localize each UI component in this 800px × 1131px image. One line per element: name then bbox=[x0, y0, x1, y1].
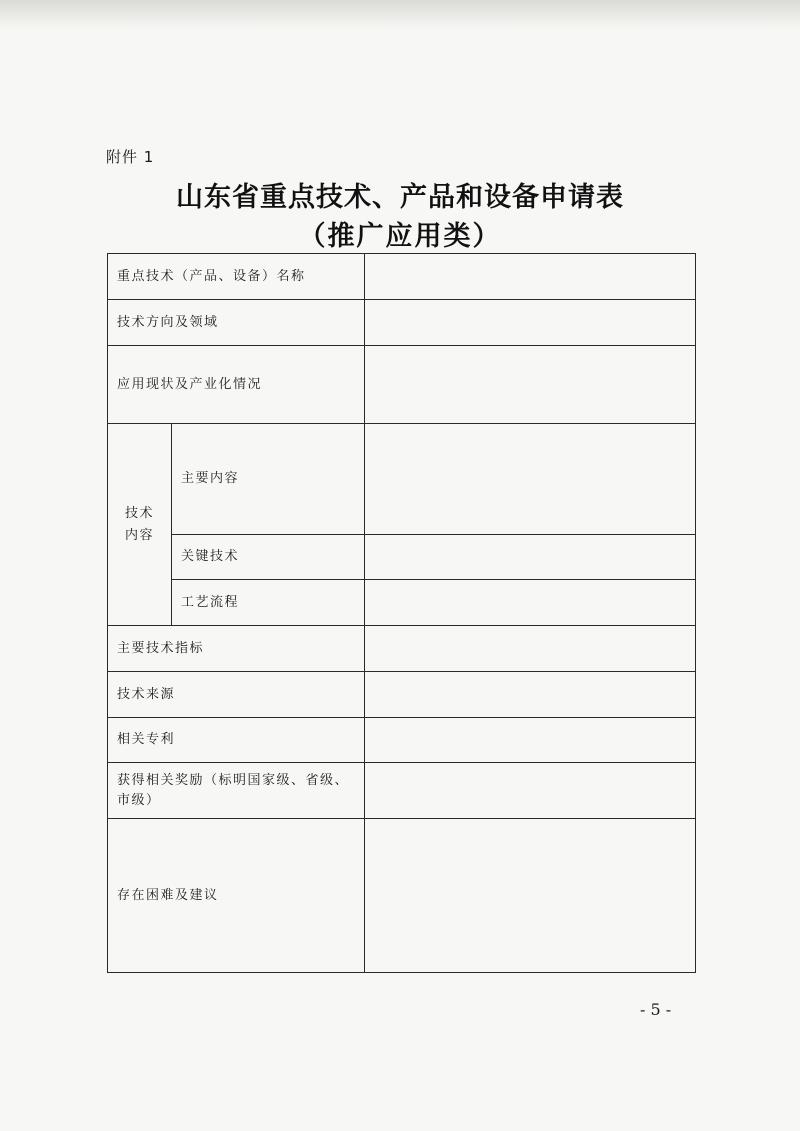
field-direction[interactable] bbox=[365, 300, 696, 346]
form-title: 山东省重点技术、产品和设备申请表 bbox=[176, 182, 624, 213]
label-process-flow: 工艺流程 bbox=[172, 580, 365, 626]
label-difficulties: 存在困难及建议 bbox=[108, 819, 365, 973]
form-row-difficulties bbox=[108, 819, 696, 973]
field-awards[interactable] bbox=[365, 763, 696, 819]
label-main-content: 主要内容 bbox=[172, 424, 365, 535]
label-direction: 技术方向及领域 bbox=[108, 300, 365, 346]
label-indicators: 主要技术指标 bbox=[108, 626, 365, 672]
scan-edge-shadow bbox=[0, 0, 800, 30]
page-number: - 5 - bbox=[640, 1000, 672, 1019]
label-source: 技术来源 bbox=[108, 672, 365, 718]
field-difficulties[interactable] bbox=[365, 819, 696, 973]
form-row-indicators bbox=[108, 626, 696, 672]
attachment-label: 附件 1 bbox=[106, 148, 155, 166]
field-process-flow[interactable] bbox=[365, 580, 696, 626]
label-status: 应用现状及产业化情况 bbox=[108, 346, 365, 424]
label-key-tech: 关键技术 bbox=[172, 535, 365, 580]
form-row-key-tech bbox=[108, 535, 696, 580]
tech-content-group-text: 技术内容 bbox=[124, 505, 154, 543]
form-row-status bbox=[108, 346, 696, 424]
form-row-main-content bbox=[108, 424, 696, 535]
label-tech-content-group bbox=[108, 424, 172, 626]
field-status[interactable] bbox=[365, 346, 696, 424]
field-main-content[interactable] bbox=[365, 424, 696, 535]
label-awards: 获得相关奖励（标明国家级、省级、市级） bbox=[108, 763, 365, 819]
field-patents[interactable] bbox=[365, 718, 696, 763]
label-patents: 相关专利 bbox=[108, 718, 365, 763]
field-key-tech[interactable] bbox=[365, 535, 696, 580]
form-row-process-flow bbox=[108, 580, 696, 626]
form-row-awards bbox=[108, 763, 696, 819]
form-row-source bbox=[108, 672, 696, 718]
application-form-table bbox=[107, 253, 696, 973]
field-name[interactable] bbox=[365, 254, 696, 300]
field-indicators[interactable] bbox=[365, 626, 696, 672]
form-row-patents bbox=[108, 718, 696, 763]
form-row-name bbox=[108, 254, 696, 300]
form-row-direction bbox=[108, 300, 696, 346]
field-source[interactable] bbox=[365, 672, 696, 718]
form-subtitle: （推广应用类） bbox=[298, 221, 502, 252]
label-name: 重点技术（产品、设备）名称 bbox=[108, 254, 365, 300]
